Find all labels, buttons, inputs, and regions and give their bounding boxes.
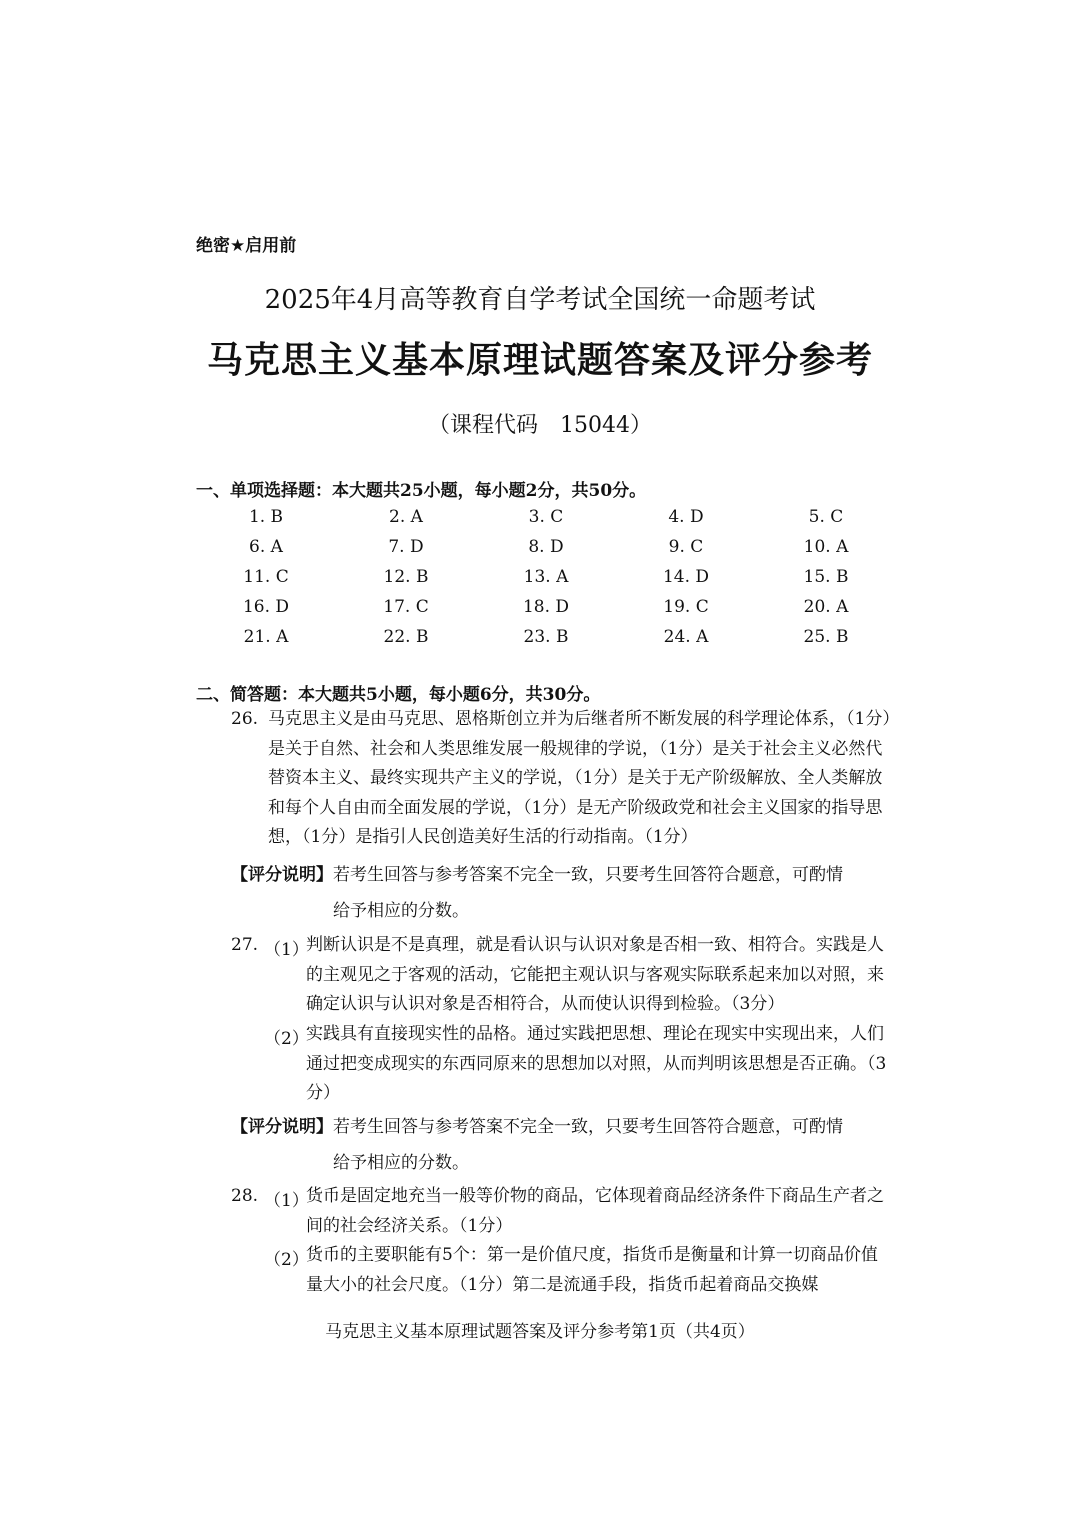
course-code: （课程代码 15044）	[428, 413, 652, 438]
answer-item: 3. C	[528, 507, 564, 527]
answer-item: 10. A	[803, 537, 849, 557]
answer-item: 22. B	[383, 627, 429, 647]
question-26-answer: 马克思主义是由马克思、恩格斯创立并为后继者所不断发展的科学理论体系，（1分）是关于自然、社会和人类思维发展一般规律的学说，（1分）是关于社会主义必然代替资本主义、最终实现共产主义的学说，（1分）是关于无产阶级解放、全人类解放和每个人自由而全面发展的学说，（1分）是无产阶级政党和社会主义国家的指导思想，（1分）是指引人民创造美好生活的行动指南。（1分）	[268, 709, 891, 848]
question-28-number: 28.	[231, 1186, 259, 1206]
answer-item: 18. D	[522, 597, 570, 617]
question-27-part2-answer: 实践具有直接现实性的品格。通过实践把思想、理论在现实中实现出来，人们通过把变成现实的东西同原来的思想加以对照，从而判明该思想是否正确。（3分）	[306, 1024, 887, 1104]
scoring-note-1	[231, 861, 843, 891]
section-1-heading: 一、单项选择题：本大题共25小题，每小题2分，共50分。	[196, 481, 647, 501]
document-title: 马克思主义基本原理试题答案及评分参考	[206, 339, 873, 381]
question-27-part1-answer: 判断认识是不是真理，就是看认识与认识对象是否相一致、相符合。实践是人的主观见之于客观的活动，它能把主观认识与客观实际联系起来加以对照，来确定认识与认识对象是否相符合，从而使认识得到检验。（3分）	[306, 935, 884, 1015]
exam-title: 2025年4月高等教育自学考试全国统一命题考试	[264, 285, 816, 315]
answer-item: 15. B	[803, 567, 849, 587]
scoring-note-text: 若考生回答与参考答案不完全一致，只要考生回答符合题意，可酌情	[333, 1117, 843, 1137]
page-footer: 马克思主义基本原理试题答案及评分参考第1页（共4页）	[325, 1322, 755, 1342]
answer-grid	[196, 502, 896, 652]
answer-row	[196, 622, 896, 652]
answer-item: 1. B	[248, 507, 284, 527]
answer-item: 6. A	[249, 537, 283, 557]
scoring-note-1-line2: 给予相应的分数。	[333, 901, 469, 921]
answer-item: 25. B	[803, 627, 849, 647]
question-28-part1-answer: 货币是固定地充当一般等价物的商品，它体现着商品经济条件下商品生产者之间的社会经济关系。（1分）	[306, 1186, 884, 1236]
question-27-part1-label: （1）	[264, 940, 309, 960]
section-2-heading: 二、简答题：本大题共5小题，每小题6分，共30分。	[196, 685, 601, 705]
answer-item: 7. D	[388, 537, 424, 557]
answer-item: 16. D	[242, 597, 290, 617]
scoring-note-2	[231, 1113, 843, 1143]
answer-item: 11. C	[243, 567, 289, 587]
answer-item: 20. A	[803, 597, 849, 617]
answer-item: 19. C	[663, 597, 709, 617]
question-28-part1-label: （1）	[264, 1191, 309, 1211]
answer-item: 9. C	[668, 537, 704, 557]
answer-row	[196, 562, 896, 592]
answer-item: 14. D	[662, 567, 710, 587]
answer-item: 24. A	[663, 627, 709, 647]
scoring-note-text: 若考生回答与参考答案不完全一致，只要考生回答符合题意，可酌情	[333, 865, 843, 885]
answer-row	[196, 592, 896, 622]
answer-row	[196, 532, 896, 562]
answer-row	[196, 502, 896, 532]
scoring-note-2-line2: 给予相应的分数。	[333, 1153, 469, 1173]
answer-item: 21. A	[243, 627, 289, 647]
answer-item: 17. C	[383, 597, 429, 617]
answer-item: 4. D	[668, 507, 704, 527]
answer-item: 5. C	[808, 507, 844, 527]
answer-item: 23. B	[523, 627, 569, 647]
answer-item: 8. D	[528, 537, 564, 557]
scoring-note-tag: 【评分说明】	[231, 865, 333, 885]
confidentiality-label: 绝密★启用前	[196, 236, 297, 256]
answer-item: 12. B	[383, 567, 429, 587]
question-27-part2-label: （2）	[264, 1029, 309, 1049]
question-28-part2-label: （2）	[264, 1250, 309, 1270]
answer-item: 13. A	[523, 567, 569, 587]
question-28-part2-answer: 货币的主要职能有5个：第一是价值尺度，指货币是衡量和计算一切商品价值量大小的社会尺度。（1分）第二是流通手段，指货币起着商品交换媒	[306, 1245, 878, 1295]
answer-item: 2. A	[389, 507, 423, 527]
scoring-note-tag: 【评分说明】	[231, 1117, 333, 1137]
question-27-number: 27.	[231, 935, 259, 955]
question-26-number: 26.	[231, 709, 259, 729]
